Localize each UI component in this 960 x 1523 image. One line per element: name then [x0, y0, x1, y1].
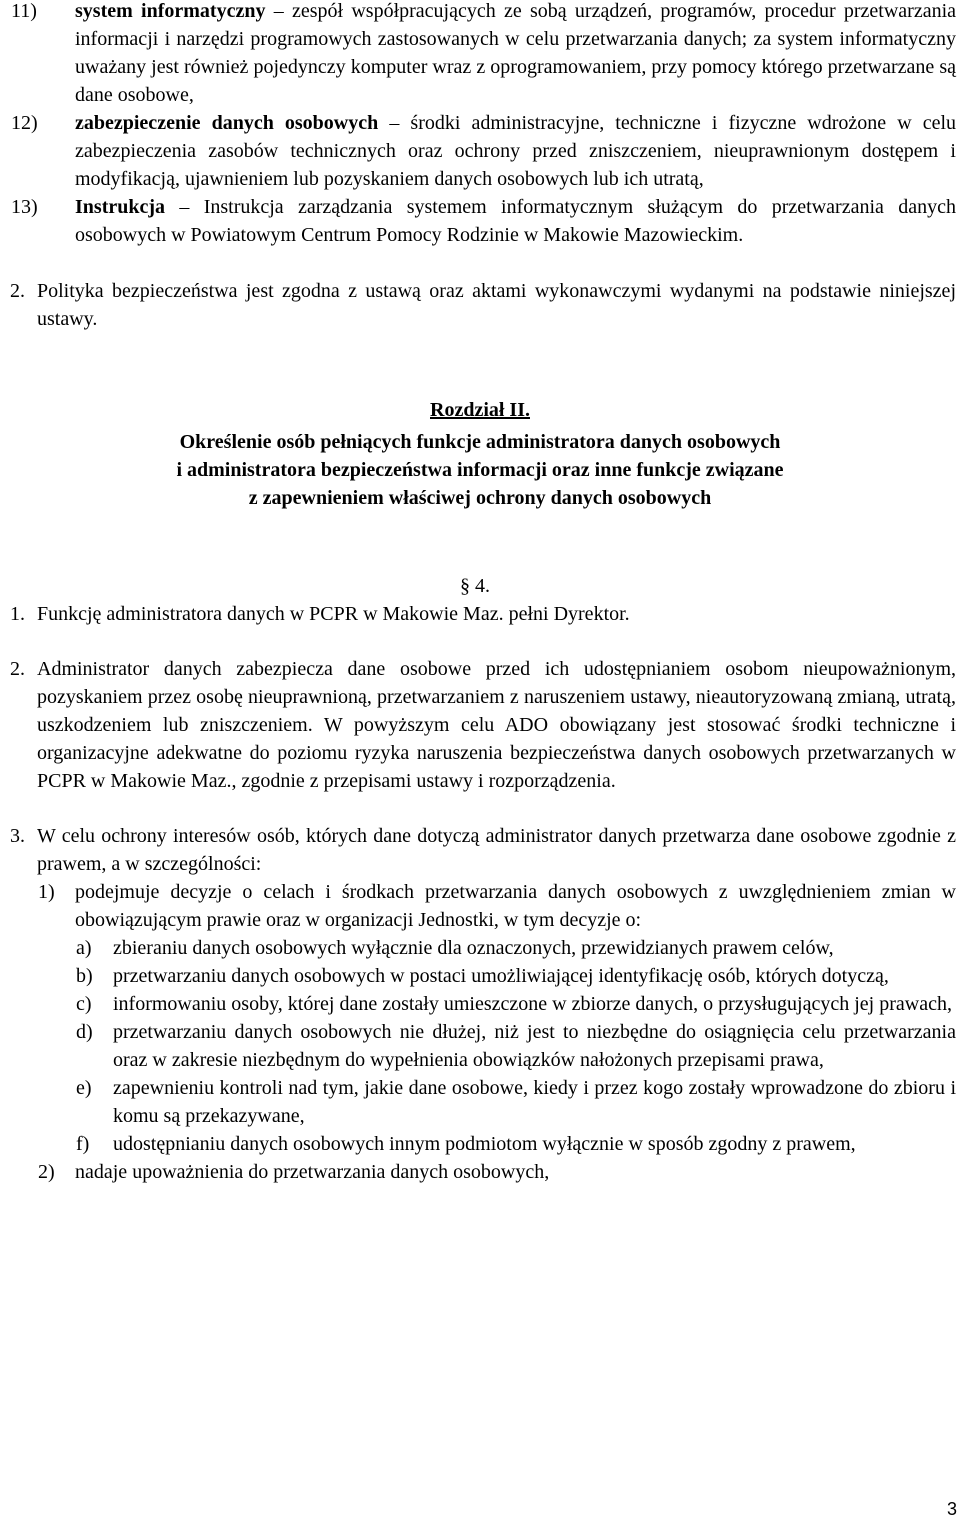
letter-marker: b): [76, 965, 93, 987]
letter-item-text: zbieraniu danych osobowych wyłącznie dla oznaczonych, przewidzianych prawem celów,: [113, 937, 834, 959]
letter-marker: e): [76, 1077, 92, 1099]
letter-item-text: przetwarzaniu danych osobowych w postaci umożliwiającej identyfikację osób, których dotyczą,: [113, 965, 889, 987]
section-4-paragraph-3: [0, 822, 960, 878]
letter-item-text: zapewnieniu kontroli nad tym, jakie dane osobowe, kiedy i przez kogo zostały wprowadzone do zbioru i komu są przekazywane,: [113, 1077, 956, 1127]
page-number: 3: [946, 1499, 957, 1519]
list-item-2: [0, 1158, 960, 1186]
chapter-title-line-2: i administratora bezpieczeństwa informacji oraz inne funkcje związane: [176, 459, 784, 481]
letter-item-f: [0, 1130, 960, 1158]
paragraph-2: [0, 277, 960, 333]
definition-13: [0, 193, 960, 249]
definition-text: Instrukcja zarządzania systemem informatycznym służącym do przetwarzania danych osobowych w Powiatowym Centrum Pomocy Rodzinie w Makowie Mazowieckim.: [75, 196, 956, 246]
definition-dash: –: [179, 196, 190, 218]
paragraph-text: Administrator danych zabezpiecza dane osobowe przed ich udostępnianiem osobom nieupoważnionym, pozyskaniem przez osobę nieuprawnioną, przetwarzaniem z naruszeniem ustawy, nieautoryzowaną zmianą, utratą, uszkodzeniem lub zniszczeniem. W powyższym celu ADO obowiązany jest stosować środki techniczne i organizacyjne adekwatne do poziomu ryzyka naruszenia bezpieczeństwa danych osobowych przetwarzanych w PCPR w Makowie Maz., zgodnie z przepisami ustawy i rozporządzenia.: [37, 658, 956, 792]
chapter-title-line-3: z zapewnieniem właściwej ochrony danych osobowych: [248, 487, 712, 509]
letter-item-c: [0, 990, 960, 1018]
letter-item-text: informowaniu osoby, której dane zostały umieszczone w zbiorze danych, o przysługujących jej prawach,: [113, 993, 952, 1015]
paragraph-text: Funkcję administratora danych w PCPR w Makowie Maz. pełni Dyrektor.: [37, 603, 630, 625]
chapter-label: Rozdział II.: [430, 399, 530, 421]
letter-item-e: [0, 1074, 960, 1130]
definition-text: środki administracyjne, techniczne i fizyczne wdrożone w celu zabezpieczenia zasobów technicznych oraz ochrony przed zniszczeniem, nieuprawnionym dostępem i modyfikacją, ujawnieniem lub pozyskaniem danych osobowych lub ich utratą,: [75, 112, 957, 190]
definition-dash: –: [273, 0, 284, 22]
paragraph-number: 3.: [10, 825, 25, 847]
definition-12: [0, 109, 960, 193]
letter-item-text: przetwarzaniu danych osobowych nie dłużej, niż jest to niezbędne do osiągnięcia celu przetwarzania oraz w zakresie niezbędnym do wypełnienia obowiązków nałożonych przepisami prawa,: [113, 1021, 956, 1071]
section-mark: § 4.: [460, 575, 490, 597]
paragraph-text: W celu ochrony interesów osób, których dane dotyczą administrator danych przetwarza dane osobowe zgodnie z prawem, a w szczególności:: [37, 825, 956, 875]
letter-item-text: udostępnianiu danych osobowych innym podmiotom wyłącznie w sposób zgodny z prawem,: [113, 1133, 856, 1155]
section-4-paragraph-2: [0, 655, 960, 795]
list-number: 12): [11, 112, 38, 134]
letter-marker: d): [76, 1021, 93, 1043]
definition-term: zabezpieczenie danych osobowych: [75, 112, 379, 134]
definition-term: system informatyczny: [75, 0, 266, 22]
paragraph-number: 2.: [10, 658, 25, 680]
list-item-1: [0, 878, 960, 934]
list-item-text: podejmuje decyzje o celach i środkach przetwarzania danych osobowych z uwzględnieniem zmian w obowiązującym prawie oraz w organizacji Jednostki, w tym decyzje o:: [75, 881, 956, 931]
letter-marker: c): [76, 993, 92, 1015]
list-number: 13): [11, 196, 38, 218]
list-number: 2): [38, 1161, 55, 1183]
list-number: 1): [38, 881, 55, 903]
paragraph-text: Polityka bezpieczeństwa jest zgodna z ustawą oraz aktami wykonawczymi wydanymi na podstawie niniejszej ustawy.: [37, 280, 956, 330]
letter-marker: a): [76, 937, 92, 959]
paragraph-number: 1.: [10, 603, 25, 625]
letter-item-d: [0, 1018, 960, 1074]
definition-dash: –: [389, 112, 400, 134]
letter-item-b: [0, 962, 960, 990]
definition-text: zespół współpracujących ze sobą urządzeń, programów, procedur przetwarzania informacji i narzędzi programowych zastosowanych w celu przetwarzania danych; za system informatyczny uważany jest również pojedynczy komputer wraz z oprogramowaniem, przy pomocy którego przetwarzane są dane osobowe,: [75, 0, 957, 106]
definition-11: [0, 0, 960, 109]
section-4-paragraph-1: [0, 600, 960, 628]
chapter-title-line-1: Określenie osób pełniących funkcje administratora danych osobowych: [179, 431, 781, 453]
letter-item-a: [0, 934, 960, 962]
paragraph-number: 2.: [10, 280, 25, 302]
definition-term: Instrukcja: [75, 196, 166, 218]
letter-marker: f): [76, 1133, 90, 1155]
list-number: 11): [11, 0, 37, 22]
chapter-heading: [0, 396, 960, 512]
list-item-text: nadaje upoważnienia do przetwarzania danych osobowych,: [75, 1161, 550, 1183]
